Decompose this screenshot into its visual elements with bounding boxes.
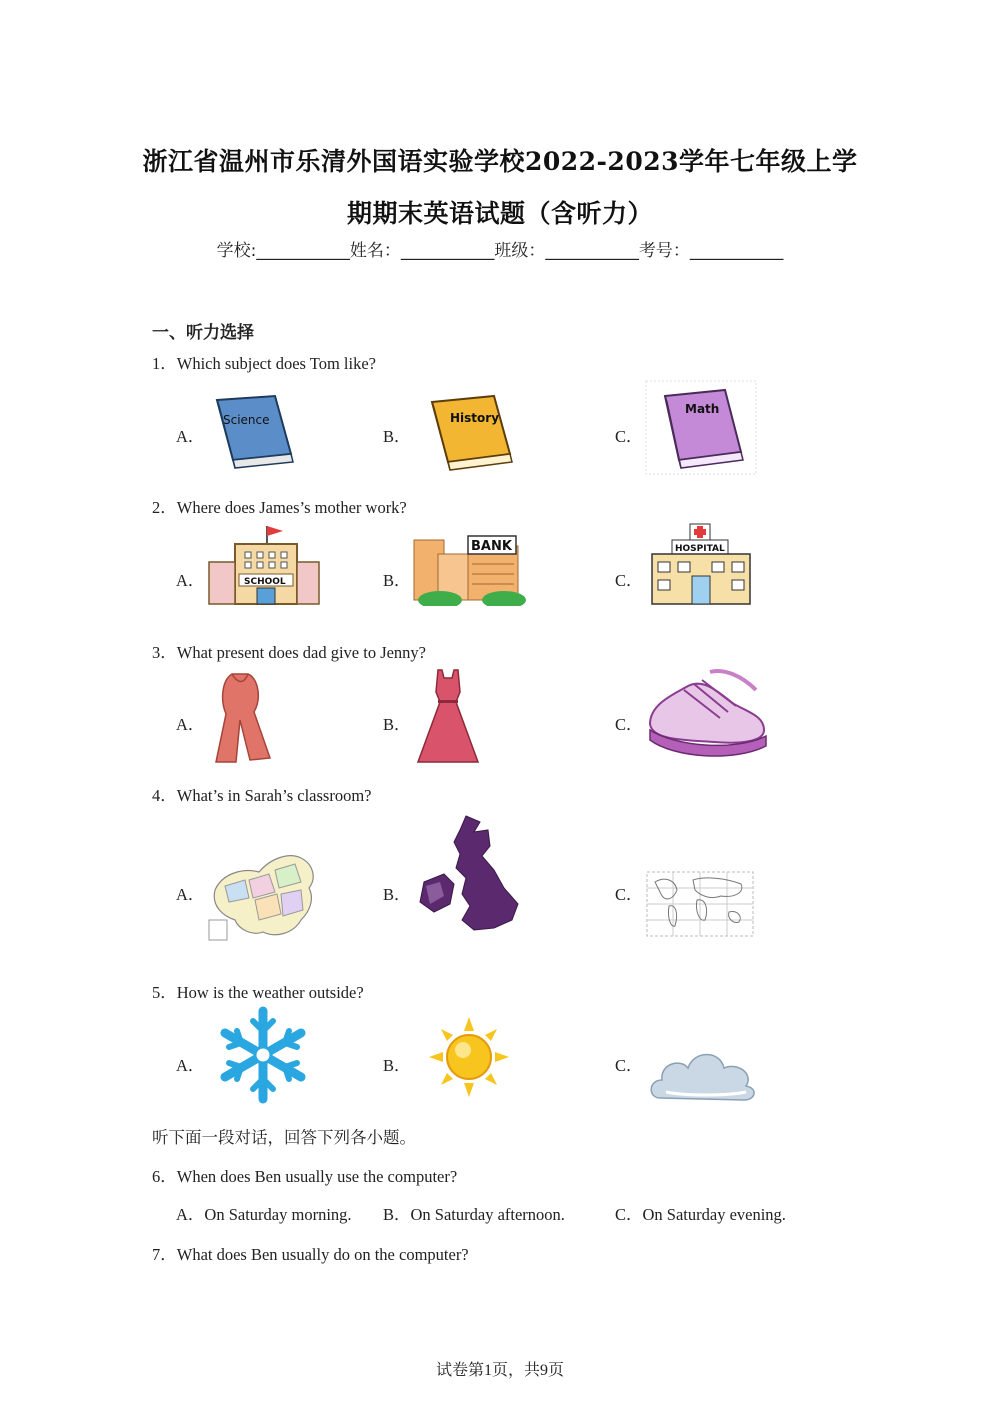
page-title-line2: 期期末英语试题（含听力）	[346, 199, 653, 228]
question-number: 2．	[152, 498, 177, 517]
question-text: How is the weather outside?	[176, 983, 364, 1002]
page-title-line1: 浙江省温州市乐清外国语实验学校2022-2023学年七年级上学	[142, 147, 858, 176]
world-map-image	[645, 866, 757, 942]
question-4	[152, 782, 372, 806]
option-a[interactable]: A．	[176, 571, 205, 590]
question-2	[152, 494, 407, 518]
option-a[interactable]: A．	[176, 885, 205, 904]
listening-instruction: 听下面一段对话，回答下列各小题。	[152, 1128, 416, 1147]
question-number: 6．	[152, 1167, 177, 1186]
question-6	[152, 1163, 457, 1187]
option-c[interactable]: C．	[615, 427, 643, 446]
question-text: When does Ben usually use the computer?	[176, 1167, 458, 1186]
sneakers-image	[644, 664, 774, 768]
question-5	[152, 979, 364, 1003]
option-c[interactable]: C．	[615, 715, 643, 734]
question-number: 1．	[152, 354, 177, 373]
dress-image	[412, 666, 484, 766]
question-text: Which subject does Tom like?	[176, 354, 376, 373]
option-c[interactable]: C．	[615, 1056, 643, 1075]
question-1	[152, 350, 376, 374]
china-map-image	[205, 850, 320, 942]
hospital-building-image	[650, 522, 752, 606]
question-text: What present does dad give to Jenny?	[176, 643, 427, 662]
option-a[interactable]: A．	[176, 715, 205, 734]
option-a[interactable]: A．	[176, 1056, 205, 1075]
option-b[interactable]: B．	[383, 571, 411, 590]
school-building-image	[205, 524, 320, 606]
science-book-image	[205, 392, 300, 474]
question-number: 5．	[152, 983, 177, 1002]
sun-icon	[425, 1016, 513, 1098]
question-text: Where does James’s mother work?	[176, 498, 407, 517]
question-3	[152, 639, 426, 663]
building-label-hospital: HOSPITAL	[675, 544, 725, 554]
snowflake-icon	[206, 1005, 320, 1105]
building-label-bank: BANK	[471, 539, 512, 554]
math-book-image	[645, 380, 757, 475]
student-info-line: 学校:___________姓名：___________班级：___________考号：___________	[216, 241, 784, 261]
option-b[interactable]: B．	[383, 885, 411, 904]
option-b[interactable]: B．On Saturday afternoon.	[383, 1205, 565, 1224]
option-a[interactable]: A．On Saturday morning.	[176, 1205, 352, 1224]
question-number: 7．	[152, 1245, 177, 1264]
option-c[interactable]: C．	[615, 885, 643, 904]
book-label-math: Math	[685, 402, 720, 416]
book-label-science: Science	[223, 413, 270, 427]
question-text: What’s in Sarah’s classroom?	[176, 786, 372, 805]
bank-building-image	[412, 530, 527, 606]
uk-map-image	[414, 812, 526, 942]
option-b[interactable]: B．	[383, 715, 411, 734]
question-number: 4．	[152, 786, 177, 805]
option-c[interactable]: C．On Saturday evening.	[615, 1205, 786, 1224]
building-label-school: SCHOOL	[244, 577, 286, 587]
scarf-image	[206, 670, 284, 766]
option-b[interactable]: B．	[383, 1056, 411, 1075]
page-footer: 试卷第1页，共9页	[435, 1362, 564, 1379]
question-text: What does Ben usually do on the computer?	[176, 1245, 469, 1264]
cloud-icon	[646, 1040, 758, 1104]
option-b[interactable]: B．	[383, 427, 411, 446]
option-a[interactable]: A．	[176, 427, 205, 446]
question-7	[152, 1241, 469, 1265]
history-book-image	[422, 392, 517, 474]
section-title: 一、听力选择	[152, 323, 254, 343]
option-c[interactable]: C．	[615, 571, 643, 590]
book-label-history: History	[450, 411, 500, 425]
question-number: 3．	[152, 643, 177, 662]
